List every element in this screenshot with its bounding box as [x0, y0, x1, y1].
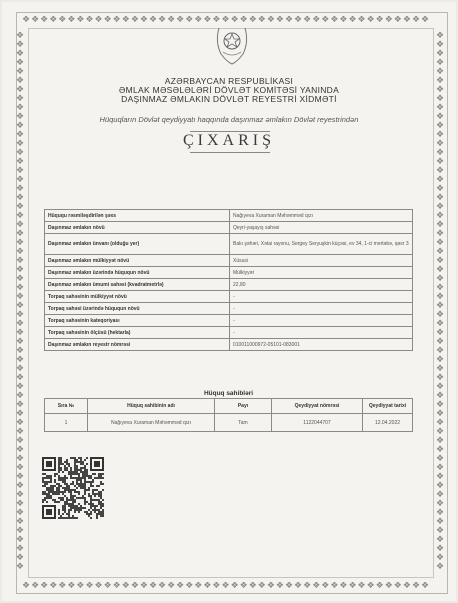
details-value: Xüsusi	[230, 255, 413, 267]
details-value: Qeyri-yaşayış sahəsi	[230, 222, 413, 234]
details-label: Hüququ rəsmiləşdirilən şəxs	[45, 210, 230, 222]
details-row	[45, 327, 413, 339]
title-rule-bottom	[190, 152, 270, 153]
details-table	[44, 209, 413, 351]
details-value: -	[230, 303, 413, 315]
details-label: Torpaq sahəsinin ölçüsü (hektarla)	[45, 327, 230, 339]
document-title: ÇIXARIŞ	[182, 132, 275, 149]
details-row	[45, 234, 413, 255]
col-header-owner-name: Hüquq sahibinin adı	[88, 399, 215, 414]
state-emblem-icon	[213, 24, 251, 66]
details-row	[45, 222, 413, 234]
owner-share: Tam	[215, 414, 272, 432]
owner-registration-date: 12.04.2022	[363, 414, 413, 432]
details-label: Daşınmaz əmlakın ünvanı (olduğu yer)	[45, 234, 230, 255]
ornament-border-left: ❖❖❖❖❖❖❖❖❖❖❖❖❖❖❖❖❖❖❖❖❖❖❖❖❖❖❖❖❖❖❖❖❖❖❖❖❖❖❖❖❖❖❖❖❖❖❖❖❖❖❖❖❖❖❖❖❖❖❖❖	[16, 32, 26, 572]
table-row	[45, 414, 413, 432]
details-label: Torpaq sahəsi üzərində hüququn növü	[45, 303, 230, 315]
details-value: Bakı şəhəri, Xətai rayonu, Sergey Seryuşkin küçəsi, ev 34, 1-ci mərtəbə, qəsr 3	[230, 234, 413, 255]
details-row	[45, 255, 413, 267]
details-value: 22,80	[230, 279, 413, 291]
header-subtitle: Hüquqların Dövlət qeydiyyatı haqqında daşınmaz əmlakın Dövlət reyestrindən	[99, 115, 359, 124]
details-value: -	[230, 327, 413, 339]
col-header-number: Sıra №	[45, 399, 88, 414]
header-committee: ƏMLAK MƏSƏLƏLƏRİ DÖVLƏT KOMİTƏSİ YANINDA	[118, 85, 340, 95]
qr-code-icon	[42, 457, 104, 519]
details-row	[45, 267, 413, 279]
details-label: Torpaq sahəsinin kateqoriyası	[45, 315, 230, 327]
details-value: -	[230, 291, 413, 303]
owner-name: Nağıyeva Xuraman Məhəmməd qızı	[88, 414, 215, 432]
col-header-share: Payı	[215, 399, 272, 414]
details-value: 010011000972-05101-083001	[230, 339, 413, 351]
details-value: Nağıyeva Xuraman Məhəmməd qızı	[230, 210, 413, 222]
details-label: Torpaq sahəsinin mülkiyyət növü	[45, 291, 230, 303]
owner-number: 1	[45, 414, 88, 432]
details-row	[45, 210, 413, 222]
details-label: Daşınmaz əmlakın üzərində hüququn növü	[45, 267, 230, 279]
owners-header-row	[45, 399, 413, 414]
col-header-registration-date: Qeydiyyat tarixi	[363, 399, 413, 414]
owners-title: Hüquq sahibləri	[203, 390, 254, 397]
details-row	[45, 291, 413, 303]
details-row	[45, 303, 413, 315]
ornament-border-bottom: ❖❖❖❖❖❖❖❖❖❖❖❖❖❖❖❖❖❖❖❖❖❖❖❖❖❖❖❖❖❖❖❖❖❖❖❖❖❖❖❖❖❖❖❖❖	[22, 582, 431, 591]
details-label: Daşınmaz əmlakın mülkiyyət növü	[45, 255, 230, 267]
details-value: Mülkiyyət	[230, 267, 413, 279]
header-service: DAŞINMAZ ƏMLAKIN DÖVLƏT REYESTRİ XİDMƏTİ	[121, 94, 337, 104]
col-header-registration-number: Qeydiyyat nömrəsi	[272, 399, 363, 414]
details-value: -	[230, 315, 413, 327]
details-label: Daşınmaz əmlakın reyestr nömrəsi	[45, 339, 230, 351]
owners-table	[44, 398, 413, 432]
ornament-border-right: ❖❖❖❖❖❖❖❖❖❖❖❖❖❖❖❖❖❖❖❖❖❖❖❖❖❖❖❖❖❖❖❖❖❖❖❖❖❖❖❖❖❖❖❖❖❖❖❖❖❖❖❖❖❖❖❖❖❖❖❖	[436, 32, 446, 572]
details-row	[45, 339, 413, 351]
details-row	[45, 315, 413, 327]
header-country: AZƏRBAYCAN RESPUBLİKASI	[164, 76, 294, 86]
ornament-border-top: ❖❖❖❖❖❖❖❖❖❖❖❖❖❖❖❖❖❖❖❖❖❖❖❖❖❖❖❖❖❖❖❖❖❖❖❖❖❖❖❖❖❖❖❖❖	[22, 16, 431, 25]
owner-registration-number: 1122044707	[272, 414, 363, 432]
details-label: Daşınmaz əmlakın ümumi sahəsi (kvadratmetrlə)	[45, 279, 230, 291]
details-row	[45, 279, 413, 291]
details-label: Daşınmaz əmlakın növü	[45, 222, 230, 234]
document-sheet	[2, 2, 456, 601]
